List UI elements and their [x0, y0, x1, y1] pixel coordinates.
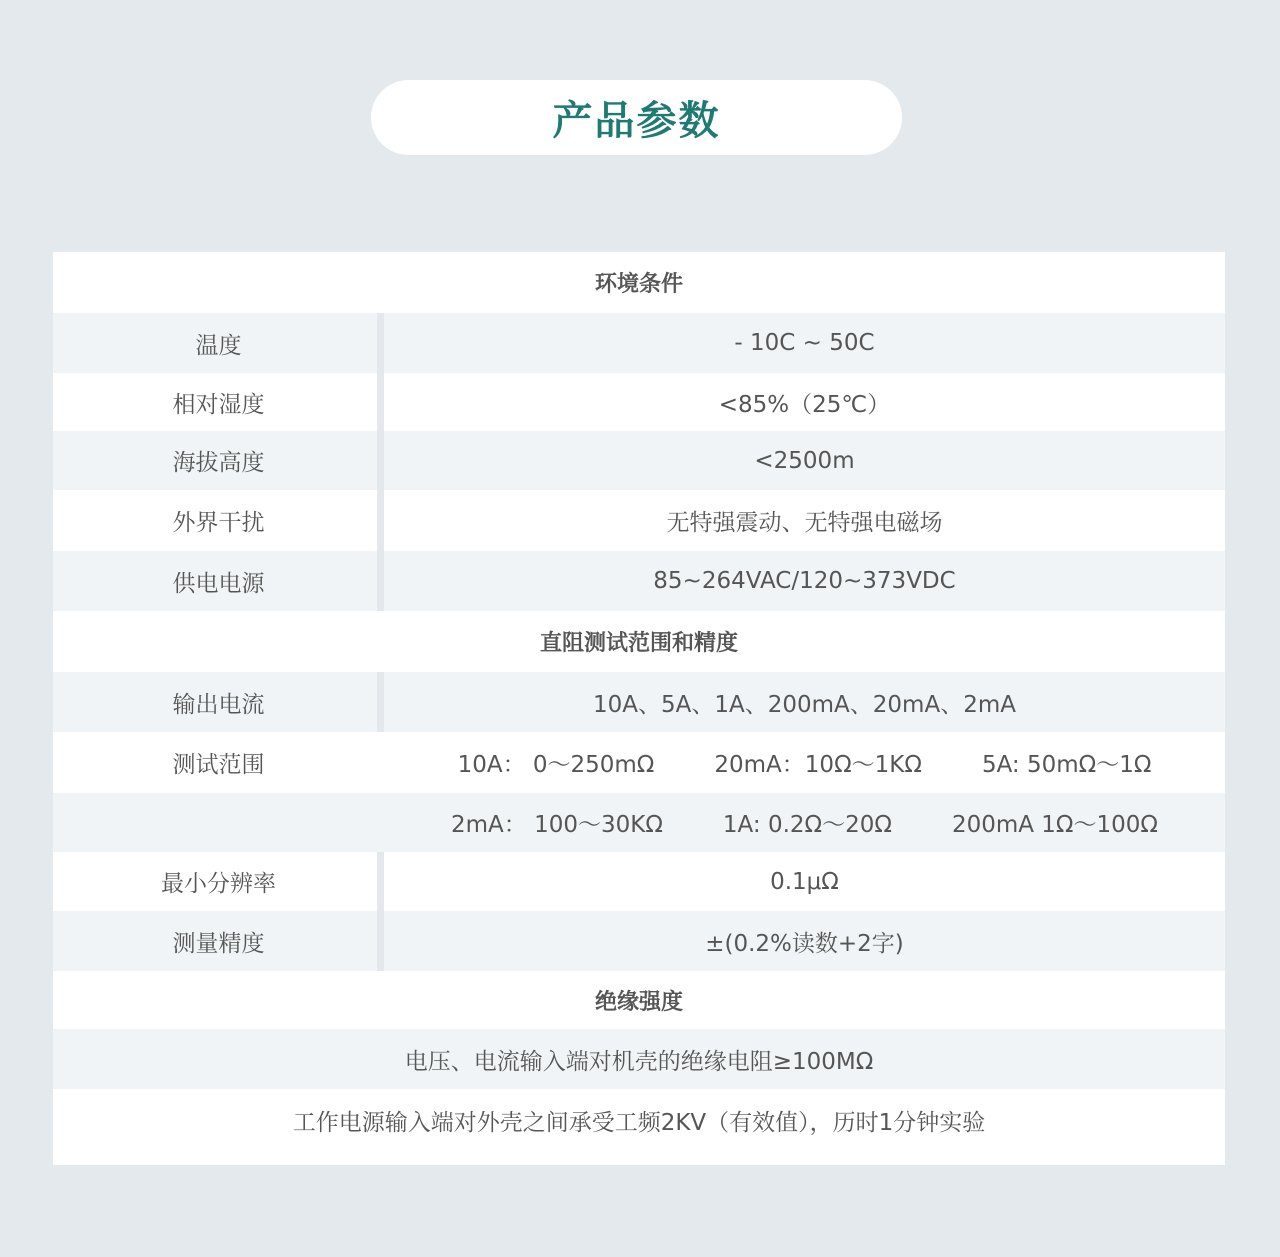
table-row [53, 313, 1225, 373]
title-pill [371, 80, 902, 155]
row-label: 相对湿度 [172, 391, 265, 418]
row-value: 85~264VAC/120~373VDC [653, 568, 956, 594]
column-divider [377, 852, 384, 971]
row-label: 最小分辨率 [161, 871, 276, 897]
section-heading-text: 环境条件 [594, 272, 683, 297]
table-row [53, 551, 1225, 611]
table-row [53, 911, 1225, 971]
row-value: 工作电源输入端对外壳之间承受工频2KV（有效值），历时1分钟实验 [292, 1109, 986, 1136]
row-label: 温度 [195, 332, 242, 359]
section-heading-text: 绝缘强度 [594, 989, 683, 1015]
spec-table [53, 252, 1225, 1165]
column-divider [377, 672, 384, 732]
table-row [53, 373, 1225, 431]
row-label: 供电电源 [172, 570, 265, 597]
row-value: <2500m [754, 447, 855, 474]
section-heading-env [53, 252, 1225, 313]
table-row [53, 732, 1225, 793]
row-value: - 10C ~ 50C [734, 330, 875, 356]
row-value: ±(0.2%读数+2字) [705, 930, 904, 957]
row-value-multi [384, 746, 1225, 779]
row-label: 测量精度 [172, 930, 265, 957]
section-heading-text: 直阻测试范围和精度 [539, 631, 738, 656]
row-value: 无特强震动、无特强电磁场 [666, 510, 943, 536]
row-value: 电压、电流输入端对机壳的绝缘电阻≥100MΩ [404, 1048, 874, 1075]
table-row [53, 1089, 1225, 1151]
table-row [53, 793, 1225, 852]
range-item: 20mA：10Ω～1KΩ [714, 752, 922, 778]
row-value: 10A、5A、1A、200mA、20mA、2mA [593, 691, 1016, 718]
row-value: <85%（25℃） [718, 391, 891, 418]
column-divider [377, 313, 384, 611]
row-label: 测试范围 [172, 752, 265, 778]
range-item: 2mA： 100～30KΩ [451, 812, 663, 838]
row-value: 0.1μΩ [770, 868, 839, 895]
range-item: 10A： 0～250mΩ [457, 752, 655, 778]
row-label: 输出电流 [172, 691, 265, 718]
range-item: 1A: 0.2Ω～20Ω [722, 812, 892, 838]
table-row [53, 1029, 1225, 1089]
table-row [53, 672, 1225, 732]
row-value-multi [384, 806, 1225, 839]
row-label: 外界干扰 [172, 510, 265, 536]
table-row [53, 431, 1225, 490]
range-item: 200mA 1Ω～100Ω [951, 812, 1158, 838]
range-item: 5A: 50mΩ～1Ω [981, 752, 1152, 778]
section-heading-dc [53, 611, 1225, 672]
table-row [53, 490, 1225, 551]
row-label: 海拔高度 [172, 450, 265, 476]
section-heading-insulation [53, 971, 1225, 1029]
table-row [53, 852, 1225, 911]
page-title: 产品参数 [552, 98, 721, 144]
